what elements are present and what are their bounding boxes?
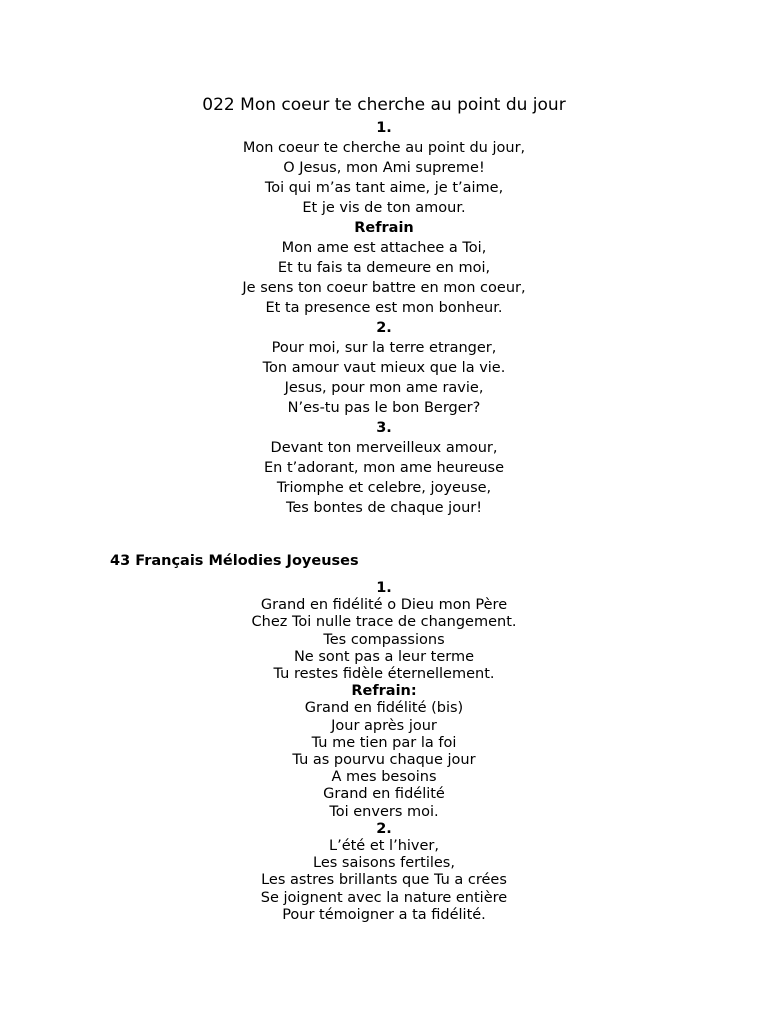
lyric-line: L’été et l’hiver, xyxy=(329,838,439,855)
song-2-title: 43 Français Mélodies Joyeuses xyxy=(110,553,359,569)
lyric-line: Tes bontes de chaque jour! xyxy=(285,500,483,516)
lyric-line: En t’adorant, mon ame heureuse xyxy=(263,460,505,476)
lyric-line: Tu restes fidèle éternellement. xyxy=(273,666,495,683)
lyric-line: Chez Toi nulle trace de changement. xyxy=(251,614,517,631)
lyric-line: Pour témoigner a ta fidélité. xyxy=(282,906,486,923)
lyric-line: Grand en fidélité o Dieu mon Père xyxy=(260,597,508,614)
lyric-line: Jesus, pour mon ame ravie, xyxy=(284,380,484,396)
song-2-refrain-label: Refrain: xyxy=(351,683,417,700)
lyric-line: N’es-tu pas le bon Berger? xyxy=(287,400,481,416)
lyric-line: Mon coeur te cherche au point du jour, xyxy=(242,140,526,156)
song-1 xyxy=(0,93,768,518)
song-1-verse-3-label: 3. xyxy=(376,420,392,436)
lyric-line: Je sens ton coeur battre en mon coeur, xyxy=(242,280,526,296)
song-2-verse-2-label: 2. xyxy=(376,820,392,837)
song-1-refrain-label: Refrain xyxy=(354,220,414,236)
lyric-line: A mes besoins xyxy=(331,769,437,786)
song-1-title: 022 Mon coeur te cherche au point du jour xyxy=(202,95,566,115)
lyric-line: Pour moi, sur la terre etranger, xyxy=(271,340,497,356)
lyric-line: Les astres brillants que Tu a crées xyxy=(261,872,507,889)
lyric-line: Grand en fidélité xyxy=(323,786,445,803)
lyric-line: Les saisons fertiles, xyxy=(313,855,455,872)
lyric-line: Triomphe et celebre, joyeuse, xyxy=(276,480,492,496)
song-2-verse-1-label: 1. xyxy=(376,580,392,596)
lyric-line: Tes compassions xyxy=(323,631,445,648)
lyric-line: Tu as pourvu chaque jour xyxy=(292,752,476,769)
lyric-line: Grand en fidélité (bis) xyxy=(304,700,464,717)
lyric-line: Toi envers moi. xyxy=(329,803,439,820)
song-1-verse-2-label: 2. xyxy=(376,320,392,336)
lyric-line: Ton amour vaut mieux que la vie. xyxy=(262,360,506,376)
song-1-verse-1-label: 1. xyxy=(376,120,392,136)
lyric-line: Ne sont pas a leur terme xyxy=(293,648,475,665)
lyric-line: Tu me tien par la foi xyxy=(311,734,457,751)
lyric-line: Mon ame est attachee a Toi, xyxy=(281,240,487,256)
lyric-line: Jour après jour xyxy=(331,717,437,734)
lyric-line: Et je vis de ton amour. xyxy=(302,200,466,216)
lyric-line: Et tu fais ta demeure en moi, xyxy=(277,260,491,276)
lyric-line: Toi qui m’as tant aime, je t’aime, xyxy=(264,180,504,196)
lyric-line: Se joignent avec la nature entière xyxy=(260,889,508,906)
lyric-line: Et ta presence est mon bonheur. xyxy=(265,300,503,316)
lyric-line: Devant ton merveilleux amour, xyxy=(270,440,498,456)
lyric-line: O Jesus, mon Ami supreme! xyxy=(283,160,485,176)
song-2 xyxy=(0,580,768,924)
